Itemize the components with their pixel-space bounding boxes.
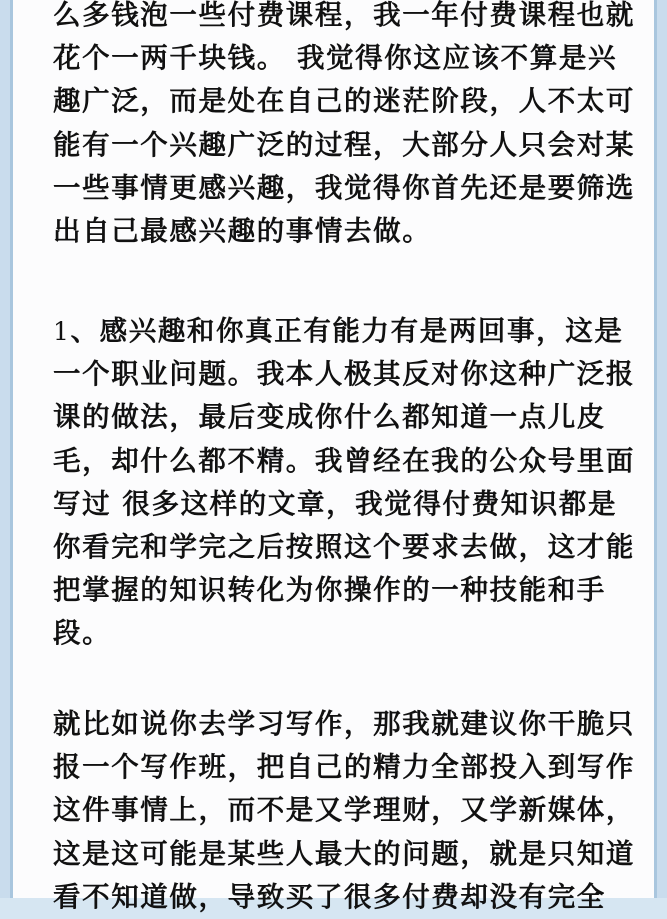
text-line: 一个职业问题。我本人极其反对你这种广泛报 (53, 358, 635, 391)
text-line: 写过 很多这样的文章，我觉得付费知识都是 (53, 487, 618, 520)
paragraph-1 (53, 0, 635, 253)
text-line: 这是这可能是某些人最大的问题，就是只知道 (53, 837, 635, 870)
paragraph-3 (53, 703, 635, 919)
paragraph-2 (53, 310, 635, 656)
text-line: 能有一个兴趣广泛的过程，大部分人只会对某 (53, 128, 635, 161)
text-line: 出自己最感兴趣的事情去做。 (53, 215, 432, 248)
list-number: 1 (53, 317, 71, 346)
text-line: 毛，却什么都不精。我曾经在我的公众号里面 (53, 444, 635, 477)
text-line: 课的做法，最后变成你什么都知道一点儿皮 (53, 401, 606, 434)
text-line: 段。 (53, 617, 112, 650)
text-line: 看不知道做，导致买了很多付费却没有完全 (53, 880, 606, 913)
text-line: 、感兴趣和你真正有能力有是两回事，这是 (70, 315, 624, 347)
text-line-numbered (53, 310, 635, 353)
text-line: 一些事情更感兴趣，我觉得你首先还是要筛选 (53, 171, 635, 204)
text-line: 花个一两千块钱。 我觉得你这应该不算是兴 (53, 42, 618, 75)
text-line: 报一个写作班，把自己的精力全部投入到写作 (53, 751, 635, 784)
text-line: 你看完和学完之后按照这个要求去做，这才能 (53, 531, 635, 564)
text-line: 把掌握的知识转化为你操作的一种技能和手 (53, 574, 606, 607)
text-line: 就比如说你去学习写作，那我就建议你干脆只 (53, 708, 635, 740)
text-line: 么多钱泡一些付费课程，我一年付费课程也就 (53, 0, 635, 31)
text-line: 这件事情上，而不是又学理财，又学新媒体， (53, 794, 635, 827)
text-line: 趣广泛，而是处在自己的迷茫阶段，人不太可 (53, 85, 635, 118)
